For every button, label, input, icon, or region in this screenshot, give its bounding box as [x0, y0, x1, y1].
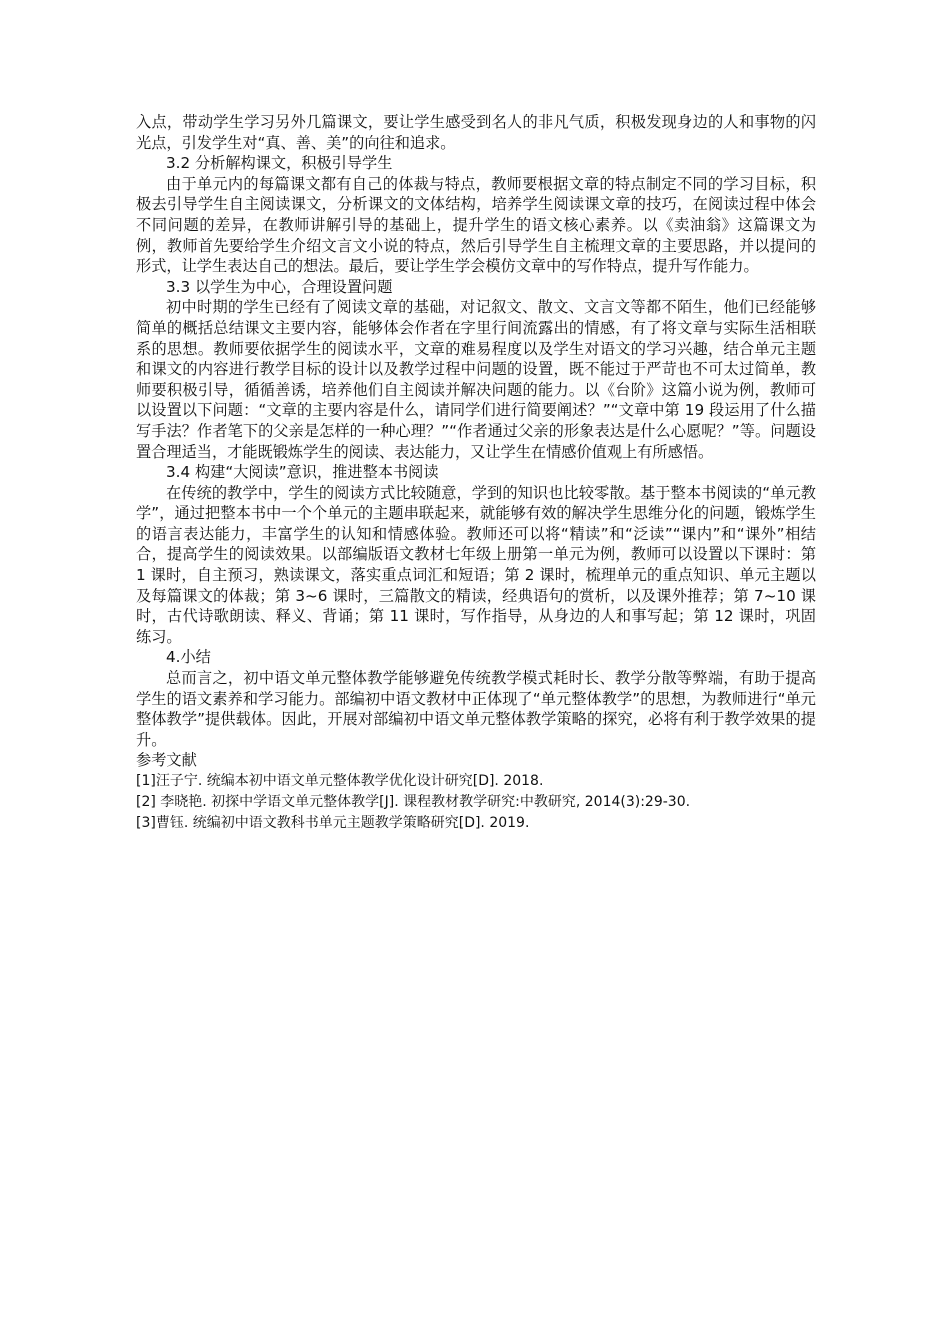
reference-item: [1]汪子宁. 统编本初中语文单元整体教学优化设计研究[D]. 2018.: [136, 773, 544, 789]
section-4-heading: 4.小结: [166, 648, 211, 667]
reference-item: [2] 李晓艳. 初探中学语文单元整体教学[J]. 课程教材教学研究:中教研究, 2014(3):29-30.: [136, 794, 691, 810]
document-page: [136, 112, 816, 834]
section-3-2-paragraph: 由于单元内的每篇课文都有自己的体裁与特点，教师要根据文章的特点制定不同的学习目标，积极去引导学生自主阅读课文，分析课文的文体结构，培养学生阅读课文章的技巧，在阅读过程中体会不同问题的差异，在教师讲解引导的基础上，提升学生的语文核心素养。以《卖油翁》这篇课文为例，教师首先要给学生介绍文言文小说的特点，然后引导学生自主梳理文章的主要思路，并以提问的形式，让学生表达自己的想法。最后，要让学生学会模仿文章中的写作特点，提升写作能力。: [136, 174, 816, 276]
section-3-3-heading: 3.3 以学生为中心，合理设置问题: [166, 277, 393, 296]
references-list: [136, 771, 816, 834]
section-4-paragraph: 总而言之，初中语文单元整体教学能够避免传统教学模式耗时长、教学分散等弊端，有助于提高学生的语文素养和学习能力。部编初中语文教材中正体现了“单元整体教学”的思想，为教师进行“单元整体教学”提供载体。因此，开展对部编初中语文单元整体教学策略的探究，必将有利于教学效果的提升。: [136, 669, 816, 749]
section-3-3-paragraph: 初中时期的学生已经有了阅读文章的基础，对记叙文、散文、文言文等都不陌生，他们已经能够简单的概括总结课文主要内容，能够体会作者在字里行间流露出的情感，有了将文章与实际生活相联系的思想。教师要依据学生的阅读水平，文章的难易程度以及学生对语文的学习兴趣，结合单元主题和课文的内容进行教学目标的设计以及教学过程中问题的设置，既不能过于严苛也不可太过简单，教师要积极引导，循循善诱，培养他们自主阅读并解决问题的能力。以《台阶》这篇小说为例，教师可以设置以下问题：“文章的主要内容是什么，请同学们进行简要阐述？”“文章中第 19 段运用了什么描写手法？作者笔下的父亲是怎样的一种心理？”“作者通过父亲的形象表达是什么心愿呢？”等。问题设置合理适当，才能既锻炼学生的阅读、表达能力，又让学生在情感价值观上有所感悟。: [136, 298, 816, 461]
section-3-4-heading: 3.4 构建“大阅读”意识，推进整本书阅读: [166, 463, 439, 482]
section-3-2-heading: 3.2 分析解构课文，积极引导学生: [166, 154, 393, 173]
reference-item: [3]曹钰. 统编初中语文教科书单元主题教学策略研究[D]. 2019.: [136, 815, 530, 831]
section-3-4-paragraph: 在传统的教学中，学生的阅读方式比较随意，学到的知识也比较零散。基于整本书阅读的“单元教学”，通过把整本书中一个个单元的主题串联起来，就能够有效的解决学生思维分化的问题，锻炼学生的语言表达能力，丰富学生的认知和情感体验。教师还可以将“精读”和“泛读”“课内”和“课外”相结合，提高学生的阅读效果。以部编版语文教材七年级上册第一单元为例，教师可以设置以下课时：第 1 课时，自主预习，熟读课文，落实重点词汇和短语；第 2 课时，梳理单元的重点知识、单元主题以及每篇课文的体裁；第 3~6 课时，三篇散文的精读，经典语句的赏析，以及课外推荐；第 7~10 课时，古代诗歌朗读、释义、背诵；第 11 课时，写作指导，从身边的人和事写起；第 12 课时，巩固练习。: [136, 483, 816, 646]
intro-continuation-paragraph: 入点，带动学生学习另外几篇课文，要让学生感受到名人的非凡气质，积极发现身边的人和事物的闪光点，引发学生对“真、善、美”的向往和追求。: [136, 113, 816, 152]
references-title: 参考文献: [136, 751, 197, 770]
